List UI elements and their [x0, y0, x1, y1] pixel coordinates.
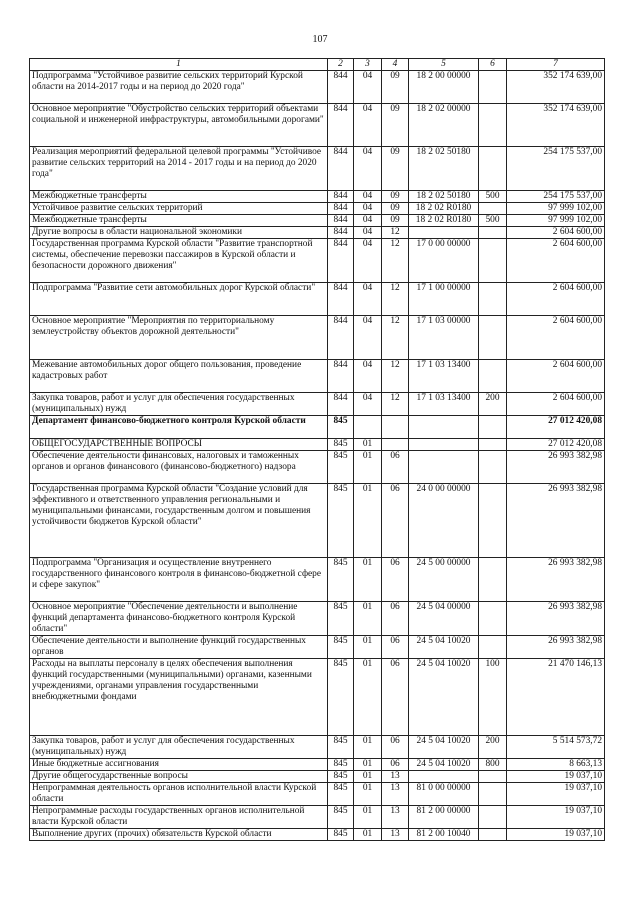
row-name: Государственная программа Курской области "Создание условий для эффективного и ответственного управления региональными и муниципальными финансами, государственным долгом и повышения устойчивости бюджетов Курской области"	[30, 484, 328, 558]
row-section: 04	[354, 316, 382, 360]
row-target-article: 24 5 04 10020	[409, 736, 479, 759]
row-amount: 19 037,10	[507, 783, 605, 806]
row-target-article: 18 2 02 50180	[409, 191, 479, 203]
row-subsection: 12	[382, 239, 409, 283]
row-expense-type	[479, 829, 507, 841]
row-section: 01	[354, 806, 382, 829]
row-amount: 26 993 382,98	[507, 484, 605, 558]
row-section	[354, 416, 382, 439]
header-cell: 6	[479, 59, 507, 71]
table-row	[30, 771, 605, 783]
row-target-article: 17 1 00 00000	[409, 283, 479, 316]
row-subsection: 09	[382, 71, 409, 104]
row-subsection: 06	[382, 659, 409, 736]
row-name: Иные бюджетные ассигнования	[30, 759, 328, 771]
row-amount: 27 012 420,08	[507, 416, 605, 439]
table-row	[30, 360, 605, 393]
row-expense-type	[479, 783, 507, 806]
row-subsection: 06	[382, 558, 409, 602]
row-name: Подпрограмма "Развитие сети автомобильных дорог Курской области"	[30, 283, 328, 316]
row-expense-type	[479, 71, 507, 104]
row-amount: 2 604 600,00	[507, 239, 605, 283]
row-section: 01	[354, 829, 382, 841]
page-number: 107	[312, 34, 328, 45]
row-expense-type: 500	[479, 215, 507, 227]
row-subsection: 06	[382, 636, 409, 659]
row-subsection: 06	[382, 759, 409, 771]
row-subsection: 12	[382, 283, 409, 316]
row-amount: 26 993 382,98	[507, 636, 605, 659]
row-name: Устойчивое развитие сельских территорий	[30, 203, 328, 215]
row-expense-type	[479, 227, 507, 239]
row-name: Выполнение других (прочих) обязательств Курской области	[30, 829, 328, 841]
row-subsection: 09	[382, 203, 409, 215]
row-grbs: 844	[328, 147, 354, 191]
row-subsection: 12	[382, 360, 409, 393]
row-grbs: 845	[328, 416, 354, 439]
row-target-article: 24 5 04 00000	[409, 602, 479, 636]
table-row	[30, 104, 605, 147]
row-expense-type	[479, 602, 507, 636]
row-target-article: 18 2 02 R0180	[409, 203, 479, 215]
row-amount: 26 993 382,98	[507, 558, 605, 602]
table-row	[30, 191, 605, 203]
row-grbs: 845	[328, 439, 354, 451]
row-grbs: 844	[328, 360, 354, 393]
row-expense-type	[479, 806, 507, 829]
row-section: 01	[354, 602, 382, 636]
row-target-article: 17 0 00 00000	[409, 239, 479, 283]
row-target-article: 18 2 02 00000	[409, 104, 479, 147]
row-amount: 254 175 537,00	[507, 191, 605, 203]
row-section: 04	[354, 393, 382, 416]
row-name: Реализация мероприятий федеральной целевой программы "Устойчивое развитие сельских территорий на 2014 - 2017 годы и на период до 2020 года"	[30, 147, 328, 191]
row-target-article	[409, 227, 479, 239]
row-subsection: 06	[382, 736, 409, 759]
row-grbs: 845	[328, 829, 354, 841]
row-subsection: 13	[382, 806, 409, 829]
row-target-article: 24 5 04 10020	[409, 759, 479, 771]
row-amount: 26 993 382,98	[507, 451, 605, 484]
row-target-article: 17 1 03 13400	[409, 360, 479, 393]
row-subsection: 13	[382, 829, 409, 841]
table-row	[30, 602, 605, 636]
header-cell: 3	[354, 59, 382, 71]
row-section: 01	[354, 759, 382, 771]
row-name: Межевание автомобильных дорог общего пользования, проведение кадастровых работ	[30, 360, 328, 393]
row-grbs: 845	[328, 783, 354, 806]
row-name: Обеспечение деятельности финансовых, налоговых и таможенных органов и органов финансового (финансово-бюджетного) надзора	[30, 451, 328, 484]
row-expense-type: 200	[479, 736, 507, 759]
table-row	[30, 829, 605, 841]
row-target-article: 81 0 00 00000	[409, 783, 479, 806]
row-section: 04	[354, 71, 382, 104]
row-grbs: 844	[328, 203, 354, 215]
row-section: 01	[354, 484, 382, 558]
row-subsection	[382, 416, 409, 439]
row-amount: 352 174 639,00	[507, 71, 605, 104]
row-section: 04	[354, 360, 382, 393]
row-grbs: 845	[328, 759, 354, 771]
row-section: 04	[354, 215, 382, 227]
row-name: Департамент финансово-бюджетного контроля Курской области	[30, 416, 328, 439]
row-target-article	[409, 451, 479, 484]
table-row	[30, 558, 605, 602]
row-target-article: 17 1 03 00000	[409, 316, 479, 360]
table-row	[30, 71, 605, 104]
row-expense-type: 800	[479, 759, 507, 771]
row-section: 04	[354, 147, 382, 191]
row-target-article: 24 5 04 10020	[409, 659, 479, 736]
row-target-article	[409, 439, 479, 451]
row-expense-type	[479, 439, 507, 451]
row-expense-type	[479, 203, 507, 215]
row-section: 01	[354, 659, 382, 736]
row-section: 01	[354, 771, 382, 783]
row-target-article	[409, 771, 479, 783]
row-name: Непрограммные расходы государственных органов исполнительной власти Курской области	[30, 806, 328, 829]
row-amount: 19 037,10	[507, 771, 605, 783]
row-expense-type	[479, 416, 507, 439]
row-name: Закупка товаров, работ и услуг для обеспечения государственных (муниципальных) нужд	[30, 736, 328, 759]
row-expense-type	[479, 484, 507, 558]
row-section: 04	[354, 239, 382, 283]
row-subsection: 06	[382, 484, 409, 558]
row-name: Государственная программа Курской области "Развитие транспортной системы, обеспечение перевозки пассажиров в Курской области и безопасности дорожного движения"	[30, 239, 328, 283]
row-name: Другие общегосударственные вопросы	[30, 771, 328, 783]
row-amount: 19 037,10	[507, 829, 605, 841]
row-grbs: 844	[328, 393, 354, 416]
row-subsection: 12	[382, 227, 409, 239]
row-grbs: 845	[328, 771, 354, 783]
table-row	[30, 484, 605, 558]
row-target-article: 24 0 00 00000	[409, 484, 479, 558]
row-section: 01	[354, 636, 382, 659]
row-expense-type	[479, 360, 507, 393]
row-target-article	[409, 416, 479, 439]
row-target-article: 18 2 02 50180	[409, 147, 479, 191]
row-grbs: 844	[328, 191, 354, 203]
row-amount: 19 037,10	[507, 806, 605, 829]
row-expense-type	[479, 771, 507, 783]
table-row	[30, 316, 605, 360]
row-target-article: 24 5 00 00000	[409, 558, 479, 602]
row-amount: 352 174 639,00	[507, 104, 605, 147]
row-section: 01	[354, 451, 382, 484]
row-section: 01	[354, 439, 382, 451]
row-name: ОБЩЕГОСУДАРСТВЕННЫЕ ВОПРОСЫ	[30, 439, 328, 451]
row-expense-type	[479, 558, 507, 602]
row-section: 04	[354, 104, 382, 147]
row-name: Основное мероприятие "Обустройство сельских территорий объектами социальной и инженерной инфраструктуры, автомобильными дорогами"	[30, 104, 328, 147]
table-row	[30, 416, 605, 439]
row-name: Обеспечение деятельности и выполнение функций государственных органов	[30, 636, 328, 659]
table-row	[30, 806, 605, 829]
budget-table	[29, 58, 605, 841]
row-expense-type	[479, 316, 507, 360]
row-grbs: 844	[328, 316, 354, 360]
row-grbs: 844	[328, 239, 354, 283]
table-row	[30, 283, 605, 316]
row-subsection: 09	[382, 104, 409, 147]
row-section: 04	[354, 203, 382, 215]
row-amount: 21 470 146,13	[507, 659, 605, 736]
row-amount: 5 514 573,72	[507, 736, 605, 759]
row-target-article: 17 1 03 13400	[409, 393, 479, 416]
table-row	[30, 759, 605, 771]
row-target-article: 24 5 04 10020	[409, 636, 479, 659]
table-row	[30, 783, 605, 806]
table-row	[30, 203, 605, 215]
row-amount: 2 604 600,00	[507, 393, 605, 416]
row-subsection: 09	[382, 191, 409, 203]
row-target-article: 81 2 00 10040	[409, 829, 479, 841]
row-grbs: 845	[328, 451, 354, 484]
row-grbs: 845	[328, 636, 354, 659]
header-cell: 2	[328, 59, 354, 71]
row-target-article: 18 2 00 00000	[409, 71, 479, 104]
row-amount: 26 993 382,98	[507, 602, 605, 636]
row-name: Закупка товаров, работ и услуг для обеспечения государственных (муниципальных) нужд	[30, 393, 328, 416]
row-expense-type	[479, 283, 507, 316]
row-grbs: 845	[328, 558, 354, 602]
row-subsection: 13	[382, 771, 409, 783]
row-subsection	[382, 439, 409, 451]
row-subsection: 09	[382, 215, 409, 227]
row-section: 04	[354, 227, 382, 239]
row-amount: 254 175 537,00	[507, 147, 605, 191]
row-subsection: 13	[382, 783, 409, 806]
row-grbs: 844	[328, 215, 354, 227]
row-grbs: 844	[328, 283, 354, 316]
row-amount: 2 604 600,00	[507, 360, 605, 393]
row-amount: 97 999 102,00	[507, 203, 605, 215]
row-subsection: 06	[382, 451, 409, 484]
table-row	[30, 636, 605, 659]
row-expense-type	[479, 104, 507, 147]
row-section: 01	[354, 736, 382, 759]
table-row	[30, 439, 605, 451]
row-name: Непрограммная деятельность органов исполнительной власти Курской области	[30, 783, 328, 806]
row-grbs: 845	[328, 736, 354, 759]
header-cell: 1	[30, 59, 328, 71]
row-subsection: 09	[382, 147, 409, 191]
row-expense-type	[479, 451, 507, 484]
row-section: 04	[354, 283, 382, 316]
row-amount: 27 012 420,08	[507, 439, 605, 451]
row-section: 01	[354, 783, 382, 806]
row-expense-type	[479, 239, 507, 283]
header-cell: 4	[382, 59, 409, 71]
row-grbs: 845	[328, 484, 354, 558]
table-row	[30, 147, 605, 191]
row-grbs: 844	[328, 71, 354, 104]
table-row	[30, 736, 605, 759]
table-row	[30, 451, 605, 484]
row-name: Межбюджетные трансферты	[30, 215, 328, 227]
row-grbs: 845	[328, 806, 354, 829]
row-amount: 2 604 600,00	[507, 227, 605, 239]
row-expense-type	[479, 147, 507, 191]
table-row	[30, 215, 605, 227]
row-name: Межбюджетные трансферты	[30, 191, 328, 203]
row-grbs: 844	[328, 104, 354, 147]
row-subsection: 12	[382, 316, 409, 360]
row-expense-type: 500	[479, 191, 507, 203]
row-amount: 2 604 600,00	[507, 316, 605, 360]
row-name: Другие вопросы в области национальной экономики	[30, 227, 328, 239]
row-grbs: 845	[328, 602, 354, 636]
row-amount: 97 999 102,00	[507, 215, 605, 227]
row-name: Расходы на выплаты персоналу в целях обеспечения выполнения функций государственными (муниципальными) органами, казенными учреждениями, органами управления государственными внебюджетными фондами	[30, 659, 328, 736]
table-row	[30, 239, 605, 283]
row-section: 01	[354, 558, 382, 602]
row-expense-type	[479, 636, 507, 659]
row-grbs: 844	[328, 227, 354, 239]
row-section: 04	[354, 191, 382, 203]
row-expense-type: 200	[479, 393, 507, 416]
row-target-article: 81 2 00 00000	[409, 806, 479, 829]
row-amount: 8 663,13	[507, 759, 605, 771]
header-cell: 7	[507, 59, 605, 71]
row-name: Основное мероприятие "Мероприятия по территориальному землеустройству объектов дорожной деятельности"	[30, 316, 328, 360]
table-header-row	[30, 59, 605, 71]
table-row	[30, 393, 605, 416]
row-name: Подпрограмма "Организация и осуществление внутреннего государственного финансового контроля в финансово-бюджетной сфере и сфере закупок"	[30, 558, 328, 602]
row-subsection: 12	[382, 393, 409, 416]
row-amount: 2 604 600,00	[507, 283, 605, 316]
table-row	[30, 227, 605, 239]
row-grbs: 845	[328, 659, 354, 736]
table-row	[30, 659, 605, 736]
row-target-article: 18 2 02 R0180	[409, 215, 479, 227]
row-subsection: 06	[382, 602, 409, 636]
row-name: Подпрограмма "Устойчивое развитие сельских территорий Курской области на 2014-2017 годы и на период до 2020 года"	[30, 71, 328, 104]
header-cell: 5	[409, 59, 479, 71]
row-expense-type: 100	[479, 659, 507, 736]
row-name: Основное мероприятие "Обеспечение деятельности и выполнение функций департамента финансово-бюджетного контроля Курской области"	[30, 602, 328, 636]
